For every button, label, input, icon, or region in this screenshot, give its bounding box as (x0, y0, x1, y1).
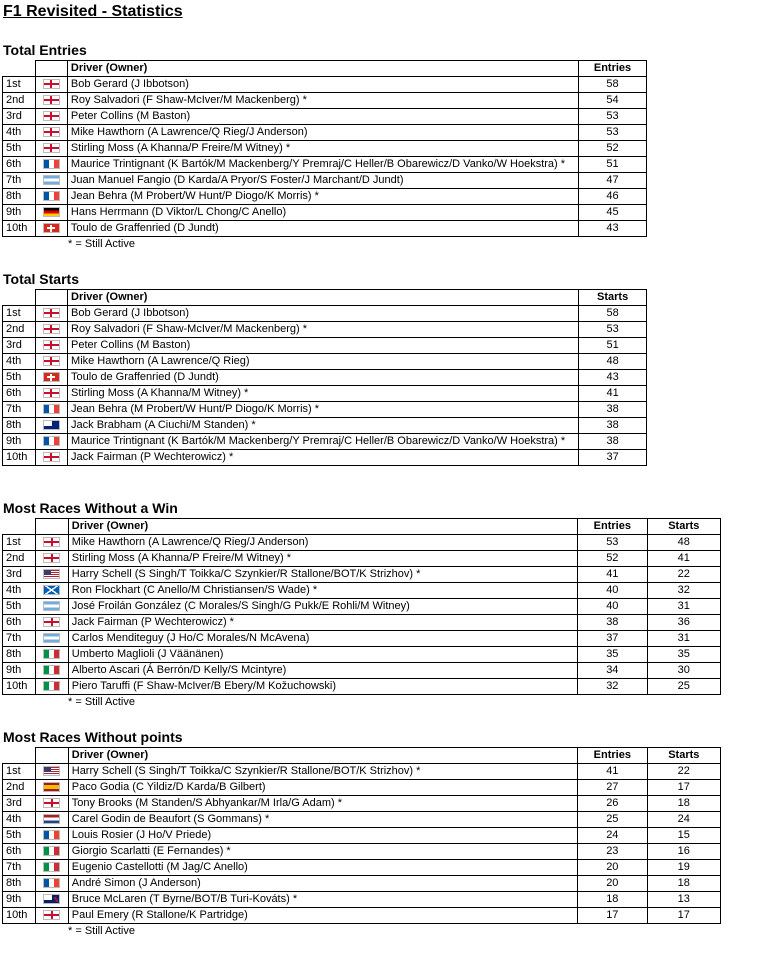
italy-flag-icon (43, 665, 60, 675)
england-flag-icon (43, 452, 60, 462)
flag-cell (35, 141, 67, 157)
driver-cell: José Froilán González (C Morales/S Singh/G Pukk/E Rohli/M Witney) (68, 599, 577, 615)
flag-cell (35, 828, 68, 844)
rank-cell: 2nd (3, 93, 36, 109)
driver-cell: Harry Schell (S Singh/T Toikka/C Szynkier/R Stallone/BOT/K Strizhov) * (68, 764, 577, 780)
rank-cell: 2nd (3, 551, 36, 567)
starts-cell: 19 (647, 860, 720, 876)
entries-cell: 18 (578, 892, 648, 908)
table-body (3, 764, 721, 924)
table-header-row (3, 748, 721, 764)
driver-cell: Umberto Maglioli (J Väänänen) (68, 647, 577, 663)
entries-cell: 52 (579, 141, 647, 157)
still-active-note: * = Still Active (68, 238, 135, 250)
section-title-total-entries: Total Entries (3, 42, 87, 58)
total-entries-table (2, 60, 647, 237)
england-flag-icon (43, 79, 60, 89)
entries-cell: 40 (578, 599, 648, 615)
italy-flag-icon (43, 681, 60, 691)
total-starts-table (2, 289, 647, 466)
england-flag-icon (43, 95, 60, 105)
entries-cell: 52 (578, 551, 648, 567)
entries-cell: 32 (578, 679, 648, 695)
flag-cell (35, 157, 67, 173)
flag-cell (35, 450, 67, 466)
table-row (3, 780, 721, 796)
starts-cell: 36 (647, 615, 720, 631)
france-flag-icon (43, 404, 60, 414)
flag-cell (35, 125, 67, 141)
starts-cell: 58 (579, 306, 647, 322)
table-row (3, 434, 647, 450)
new-zealand-flag-icon (43, 894, 60, 904)
table-header-row (3, 290, 647, 306)
rank-cell: 2nd (3, 780, 36, 796)
flag-cell (35, 109, 67, 125)
entries-cell: 20 (578, 860, 648, 876)
flag-cell (35, 402, 67, 418)
table-row (3, 828, 721, 844)
driver-cell: Stirling Moss (A Khanna/M Witney) * (68, 386, 579, 402)
rank-cell: 9th (3, 434, 36, 450)
entries-cell: 53 (579, 125, 647, 141)
table-row (3, 647, 721, 663)
entries-cell: 25 (578, 812, 648, 828)
table-row (3, 354, 647, 370)
flag-cell (35, 780, 68, 796)
table-row (3, 221, 647, 237)
rank-cell: 10th (3, 450, 36, 466)
flag-cell (35, 370, 67, 386)
flag-cell (35, 173, 67, 189)
starts-cell: 18 (647, 796, 720, 812)
usa-flag-icon (43, 766, 60, 776)
starts-cell: 30 (647, 663, 720, 679)
england-flag-icon (43, 111, 60, 121)
section-title-total-starts: Total Starts (3, 271, 79, 287)
rank-cell: 6th (3, 615, 36, 631)
rank-cell: 10th (3, 679, 36, 695)
england-flag-icon (43, 388, 60, 398)
starts-cell: 31 (647, 599, 720, 615)
section-title-without-win: Most Races Without a Win (3, 500, 178, 516)
table-row (3, 157, 647, 173)
starts-cell: 48 (647, 535, 720, 551)
rank-cell: 4th (3, 812, 36, 828)
flag-cell (35, 583, 68, 599)
rank-cell: 5th (3, 599, 36, 615)
entries-cell: 20 (578, 876, 648, 892)
rank-cell: 9th (3, 205, 36, 221)
entries-header: Entries (578, 748, 648, 764)
table-row (3, 125, 647, 141)
flag-cell (35, 876, 68, 892)
starts-cell: 35 (647, 647, 720, 663)
italy-flag-icon (43, 649, 60, 659)
england-flag-icon (43, 127, 60, 137)
flag-cell (35, 599, 68, 615)
rank-cell: 8th (3, 647, 36, 663)
table-body (3, 77, 647, 237)
driver-cell: Roy Salvadori (F Shaw-McIver/M Mackenberg) * (67, 93, 578, 109)
table-row (3, 908, 721, 924)
driver-cell: Carlos Menditeguy (J Ho/C Morales/N McAvena) (68, 631, 577, 647)
flag-cell (35, 77, 67, 93)
flag-cell (35, 322, 67, 338)
flag-cell (35, 551, 68, 567)
italy-flag-icon (43, 846, 60, 856)
table-row (3, 583, 721, 599)
germany-flag-icon (43, 207, 60, 217)
flag-cell (35, 615, 68, 631)
driver-cell: Toulo de Graffenried (D Jundt) (67, 221, 578, 237)
rank-cell: 3rd (3, 567, 36, 583)
rank-cell: 6th (3, 386, 36, 402)
entries-header: Entries (578, 519, 648, 535)
driver-cell: Juan Manuel Fangio (D Karda/A Pryor/S Foster/J Marchant/D Jundt) (67, 173, 578, 189)
usa-flag-icon (43, 569, 60, 579)
table-row (3, 402, 647, 418)
flag-cell (35, 860, 68, 876)
driver-cell: Mike Hawthorn (A Lawrence/Q Rieg) (68, 354, 579, 370)
driver-cell: Stirling Moss (A Khanna/P Freire/M Witney) * (67, 141, 578, 157)
table-row (3, 892, 721, 908)
table-row (3, 796, 721, 812)
driver-cell: Jack Brabham (A Ciuchi/M Standen) * (68, 418, 579, 434)
rank-cell: 7th (3, 173, 36, 189)
argentina-flag-icon (43, 601, 60, 611)
table-header-row (3, 519, 721, 535)
rank-cell: 9th (3, 892, 36, 908)
flag-cell (35, 306, 67, 322)
scotland-flag-icon (43, 585, 60, 595)
entries-cell: 41 (578, 567, 648, 583)
flag-cell (35, 663, 68, 679)
flag-cell (35, 764, 68, 780)
flag-cell (35, 812, 68, 828)
starts-cell: 16 (647, 844, 720, 860)
england-flag-icon (43, 553, 60, 563)
flag-cell (35, 386, 67, 402)
england-flag-icon (43, 324, 60, 334)
table-row (3, 860, 721, 876)
rank-cell: 1st (3, 306, 36, 322)
table-row (3, 322, 647, 338)
driver-cell: Roy Salvadori (F Shaw-McIver/M Mackenberg) * (68, 322, 579, 338)
france-flag-icon (43, 159, 60, 169)
starts-cell: 24 (647, 812, 720, 828)
section-title-without-points: Most Races Without points (3, 729, 183, 745)
england-flag-icon (43, 537, 60, 547)
table-row (3, 189, 647, 205)
flag-cell (35, 418, 67, 434)
spain-flag-icon (43, 782, 60, 792)
table-row (3, 306, 647, 322)
table-row (3, 663, 721, 679)
driver-cell: Mike Hawthorn (A Lawrence/Q Rieg/J Anderson) (67, 125, 578, 141)
entries-cell: 43 (579, 221, 647, 237)
starts-cell: 25 (647, 679, 720, 695)
starts-cell: 13 (647, 892, 720, 908)
driver-cell: Mike Hawthorn (A Lawrence/Q Rieg/J Anderson) (68, 535, 577, 551)
still-active-note: * = Still Active (68, 925, 135, 937)
driver-header: Driver (Owner) (68, 519, 577, 535)
still-active-note: * = Still Active (68, 696, 135, 708)
england-flag-icon (43, 143, 60, 153)
starts-cell: 18 (647, 876, 720, 892)
flag-cell (35, 535, 68, 551)
table-row (3, 844, 721, 860)
starts-cell: 15 (647, 828, 720, 844)
entries-cell: 51 (579, 157, 647, 173)
driver-cell: André Simon (J Anderson) (68, 876, 577, 892)
driver-cell: Bob Gerard (J Ibbotson) (68, 306, 579, 322)
flag-cell (35, 631, 68, 647)
driver-cell: Alberto Ascari (Á Berrón/D Kelly/S Mcintyre) (68, 663, 577, 679)
england-flag-icon (43, 356, 60, 366)
table-row (3, 418, 647, 434)
driver-cell: Louis Rosier (J Ho/V Priede) (68, 828, 577, 844)
starts-cell: 32 (647, 583, 720, 599)
flag-cell (35, 93, 67, 109)
rank-cell: 2nd (3, 322, 36, 338)
starts-cell: 53 (579, 322, 647, 338)
driver-cell: Tony Brooks (M Standen/S Abhyankar/M Irla/G Adam) * (68, 796, 577, 812)
table-row (3, 205, 647, 221)
starts-cell: 17 (647, 908, 720, 924)
italy-flag-icon (43, 862, 60, 872)
driver-cell: Paco Godia (C Yildiz/D Karda/B Gilbert) (68, 780, 577, 796)
driver-cell: Hans Herrmann (D Viktor/L Chong/C Anello) (67, 205, 578, 221)
england-flag-icon (43, 798, 60, 808)
table-row (3, 599, 721, 615)
table-row (3, 551, 721, 567)
entries-cell: 53 (578, 535, 648, 551)
driver-cell: Jack Fairman (P Wechterowicz) * (68, 450, 579, 466)
entries-cell: 27 (578, 780, 648, 796)
entries-cell: 41 (578, 764, 648, 780)
flag-cell (35, 679, 68, 695)
starts-cell: 41 (579, 386, 647, 402)
driver-cell: Jack Fairman (P Wechterowicz) * (68, 615, 577, 631)
entries-header: Entries (579, 61, 647, 77)
rank-cell: 4th (3, 125, 36, 141)
driver-cell: Peter Collins (M Baston) (67, 109, 578, 125)
flag-cell (35, 567, 68, 583)
table-row (3, 812, 721, 828)
flag-cell (35, 354, 67, 370)
starts-cell: 17 (647, 780, 720, 796)
rank-cell: 5th (3, 141, 36, 157)
entries-cell: 58 (579, 77, 647, 93)
table-row (3, 567, 721, 583)
without-points-table (2, 747, 721, 924)
rank-cell: 6th (3, 844, 36, 860)
driver-cell: Toulo de Graffenried (D Jundt) (68, 370, 579, 386)
table-row (3, 141, 647, 157)
entries-cell: 46 (579, 189, 647, 205)
rank-cell: 10th (3, 221, 36, 237)
starts-cell: 22 (647, 764, 720, 780)
rank-cell: 1st (3, 77, 36, 93)
rank-cell: 1st (3, 764, 36, 780)
starts-cell: 38 (579, 434, 647, 450)
without-win-table (2, 518, 721, 695)
rank-cell: 8th (3, 189, 36, 205)
table-body (3, 535, 721, 695)
france-flag-icon (43, 878, 60, 888)
starts-cell: 48 (579, 354, 647, 370)
entries-cell: 24 (578, 828, 648, 844)
rank-cell: 3rd (3, 338, 36, 354)
table-row (3, 370, 647, 386)
driver-cell: Maurice Trintignant (K Bartók/M Mackenberg/Y Premraj/C Heller/B Obarewicz/D Vanko/W Hoekstra) * (67, 157, 578, 173)
driver-cell: Bob Gerard (J Ibbotson) (67, 77, 578, 93)
rank-cell: 3rd (3, 796, 36, 812)
table-row (3, 764, 721, 780)
rank-cell: 7th (3, 402, 36, 418)
rank-cell: 8th (3, 418, 36, 434)
rank-cell: 7th (3, 631, 36, 647)
driver-cell: Jean Behra (M Probert/W Hunt/P Diogo/K Morris) * (67, 189, 578, 205)
driver-cell: Jean Behra (M Probert/W Hunt/P Diogo/K Morris) * (68, 402, 579, 418)
rank-cell: 5th (3, 370, 36, 386)
rank-cell: 4th (3, 354, 36, 370)
starts-cell: 51 (579, 338, 647, 354)
entries-cell: 17 (578, 908, 648, 924)
rank-cell: 8th (3, 876, 36, 892)
table-header-row (3, 61, 647, 77)
entries-cell: 34 (578, 663, 648, 679)
driver-cell: Ron Flockhart (C Anello/M Christiansen/S Wade) * (68, 583, 577, 599)
england-flag-icon (43, 910, 60, 920)
page-title: F1 Revisited - Statistics (3, 3, 183, 20)
table-row (3, 876, 721, 892)
table-row (3, 535, 721, 551)
switzerland-flag-icon (43, 223, 60, 233)
england-flag-icon (43, 617, 60, 627)
flag-cell (35, 221, 67, 237)
table-row (3, 173, 647, 189)
rank-cell: 6th (3, 157, 36, 173)
table-row (3, 93, 647, 109)
france-flag-icon (43, 436, 60, 446)
driver-cell: Carel Godin de Beaufort (S Gommans) * (68, 812, 577, 828)
flag-cell (35, 908, 68, 924)
table-row (3, 386, 647, 402)
flag-cell (35, 205, 67, 221)
rank-cell: 9th (3, 663, 36, 679)
driver-cell: Giorgio Scarlatti (E Fernandes) * (68, 844, 577, 860)
switzerland-flag-icon (43, 372, 60, 382)
driver-cell: Stirling Moss (A Khanna/P Freire/M Witney) * (68, 551, 577, 567)
driver-cell: Paul Emery (R Stallone/K Partridge) (68, 908, 577, 924)
table-body (3, 306, 647, 466)
australia-flag-icon (43, 420, 60, 430)
entries-cell: 35 (578, 647, 648, 663)
starts-cell: 38 (579, 402, 647, 418)
driver-cell: Piero Taruffi (F Shaw-McIver/B Ebery/M Kožuchowski) (68, 679, 577, 695)
driver-header: Driver (Owner) (68, 748, 577, 764)
entries-cell: 40 (578, 583, 648, 599)
driver-header: Driver (Owner) (68, 290, 579, 306)
table-row (3, 109, 647, 125)
entries-cell: 37 (578, 631, 648, 647)
rank-cell: 4th (3, 583, 36, 599)
starts-cell: 43 (579, 370, 647, 386)
starts-header: Starts (647, 519, 720, 535)
starts-cell: 37 (579, 450, 647, 466)
entries-cell: 23 (578, 844, 648, 860)
rank-cell: 5th (3, 828, 36, 844)
table-row (3, 338, 647, 354)
driver-cell: Maurice Trintignant (K Bartók/M Mackenberg/Y Premraj/C Heller/B Obarewicz/D Vanko/W Hoekstra) * (68, 434, 579, 450)
entries-cell: 54 (579, 93, 647, 109)
argentina-flag-icon (43, 633, 60, 643)
entries-cell: 47 (579, 173, 647, 189)
driver-cell: Peter Collins (M Baston) (68, 338, 579, 354)
driver-cell: Eugenio Castellotti (M Jag/C Anello) (68, 860, 577, 876)
entries-cell: 26 (578, 796, 648, 812)
rank-cell: 7th (3, 860, 36, 876)
starts-header: Starts (579, 290, 647, 306)
table-row (3, 631, 721, 647)
france-flag-icon (43, 191, 60, 201)
driver-cell: Bruce McLaren (T Byrne/BOT/B Turi-Kováts) * (68, 892, 577, 908)
table-row (3, 615, 721, 631)
rank-cell: 3rd (3, 109, 36, 125)
england-flag-icon (43, 340, 60, 350)
england-flag-icon (43, 308, 60, 318)
france-flag-icon (43, 830, 60, 840)
rank-cell: 10th (3, 908, 36, 924)
flag-cell (35, 434, 67, 450)
driver-cell: Harry Schell (S Singh/T Toikka/C Szynkier/R Stallone/BOT/K Strizhov) * (68, 567, 577, 583)
flag-cell (35, 189, 67, 205)
flag-cell (35, 796, 68, 812)
entries-cell: 45 (579, 205, 647, 221)
starts-cell: 38 (579, 418, 647, 434)
flag-cell (35, 647, 68, 663)
starts-header: Starts (647, 748, 720, 764)
flag-cell (35, 338, 67, 354)
starts-cell: 31 (647, 631, 720, 647)
flag-cell (35, 844, 68, 860)
driver-header: Driver (Owner) (67, 61, 578, 77)
argentina-flag-icon (43, 175, 60, 185)
entries-cell: 53 (579, 109, 647, 125)
starts-cell: 41 (647, 551, 720, 567)
table-row (3, 450, 647, 466)
table-row (3, 679, 721, 695)
starts-cell: 22 (647, 567, 720, 583)
rank-cell: 1st (3, 535, 36, 551)
entries-cell: 38 (578, 615, 648, 631)
flag-cell (35, 892, 68, 908)
netherlands-flag-icon (43, 814, 60, 824)
table-row (3, 77, 647, 93)
